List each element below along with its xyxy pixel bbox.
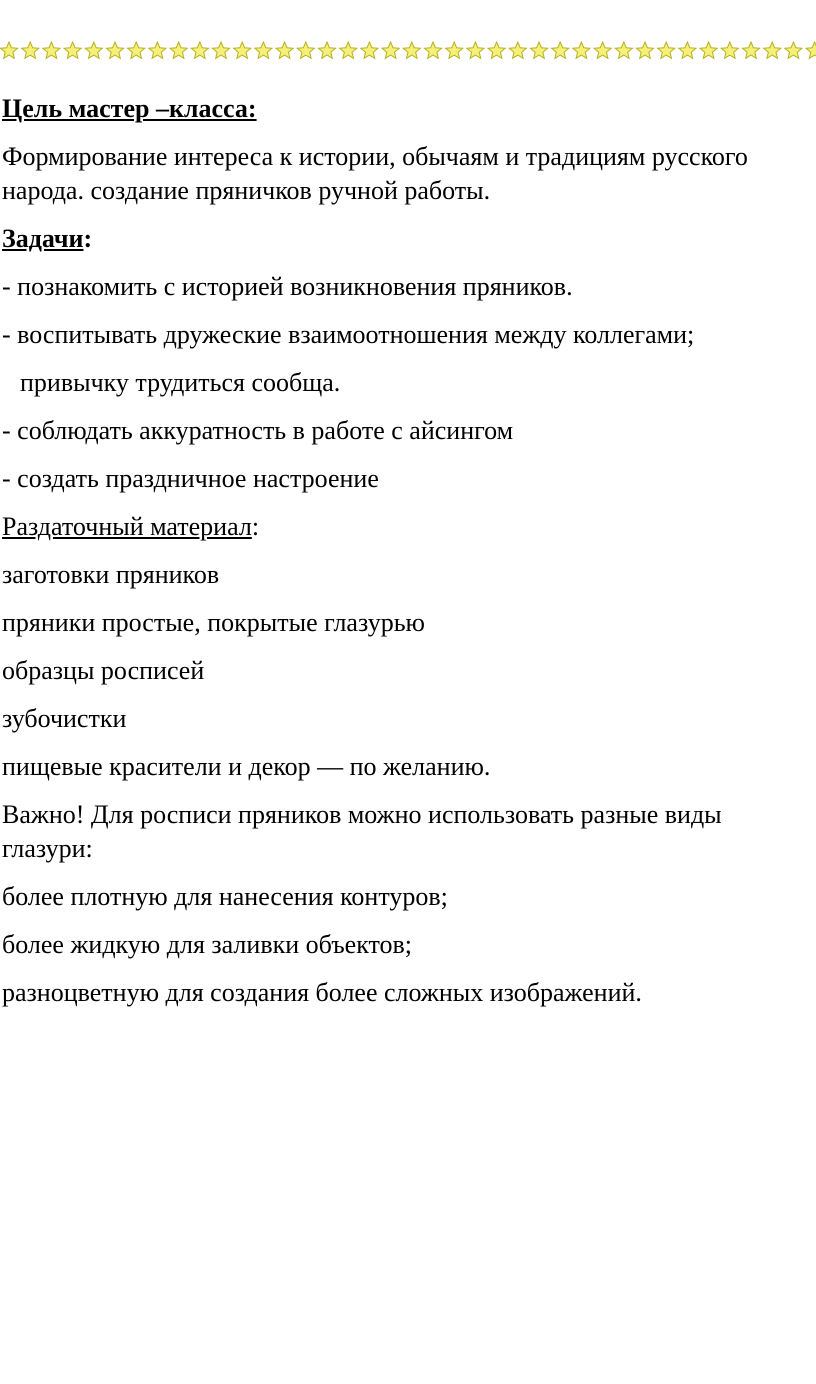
task-item: - познакомить с историей возникновения пряников. (2, 272, 573, 301)
materials-colon: : (251, 512, 260, 541)
material-item: пищевые красители и декор — по желанию. (2, 752, 491, 781)
star-icon (446, 42, 463, 58)
star-icon (742, 42, 759, 58)
materials-heading (2, 510, 814, 544)
star-icon (64, 42, 81, 58)
material-item: пряники простые, покрытые глазурью (2, 608, 425, 637)
note-text: Важно! Для росписи пряников можно использовать разные виды глазури: (2, 800, 722, 863)
tasks-title: Задачи (2, 224, 84, 253)
star-icon (43, 42, 60, 58)
star-icon (530, 42, 547, 58)
star-icon (276, 42, 293, 58)
star-icon (467, 42, 484, 58)
note-item: разноцветную для создания более сложных изображений. (2, 978, 642, 1007)
star-icon (615, 42, 632, 58)
star-icon (234, 42, 251, 58)
star-icon (573, 42, 590, 58)
tasks-colon: : (83, 224, 93, 253)
star-icon (212, 42, 229, 58)
material-item: заготовки пряников (2, 560, 220, 589)
star-icon (149, 42, 166, 58)
goal-title: Цель мастер –класса: (2, 94, 257, 123)
goal-section (2, 92, 814, 126)
star-icon (700, 42, 717, 58)
star-icon (191, 42, 208, 58)
star-icon (721, 42, 738, 58)
star-icon (318, 42, 335, 58)
star-icon (636, 42, 653, 58)
star-icon (128, 42, 145, 58)
star-icon (806, 42, 816, 58)
star-icon (340, 42, 357, 58)
star-icon (85, 42, 102, 58)
goal-text: Формирование интереса к истории, обычаям и традициям русского народа. создание пряничков ручной работы. (2, 142, 748, 205)
task-item: - создать праздничное настроение (2, 464, 379, 493)
star-icon (170, 42, 187, 58)
task-item: - соблюдать аккуратность в работе с айсингом (2, 416, 514, 445)
task-item: - воспитывать дружеские взаимоотношения между коллегами; (2, 320, 695, 349)
star-icon (658, 42, 675, 58)
task-item: привычку трудиться сообща. (20, 368, 341, 397)
materials-title: Раздаточный материал (2, 512, 252, 541)
material-item: зубочистки (2, 704, 127, 733)
star-row (0, 38, 816, 66)
star-border (0, 38, 816, 66)
star-icon (594, 42, 611, 58)
note-item: более плотную для нанесения контуров; (2, 882, 448, 911)
star-icon (552, 42, 569, 58)
star-icon (488, 42, 505, 58)
star-icon (382, 42, 399, 58)
star-icon (22, 42, 39, 58)
star-icon (403, 42, 420, 58)
material-item: образцы росписей (2, 656, 205, 685)
star-icon (509, 42, 526, 58)
tasks-heading (2, 222, 814, 256)
star-icon (361, 42, 378, 58)
document-body (2, 92, 814, 1024)
star-icon (255, 42, 272, 58)
star-icon (0, 42, 17, 58)
star-icon (297, 42, 314, 58)
star-icon (764, 42, 781, 58)
star-icon (785, 42, 802, 58)
star-icon (106, 42, 123, 58)
star-icon (679, 42, 696, 58)
note-item: более жидкую для заливки объектов; (2, 930, 413, 959)
star-icon (424, 42, 441, 58)
